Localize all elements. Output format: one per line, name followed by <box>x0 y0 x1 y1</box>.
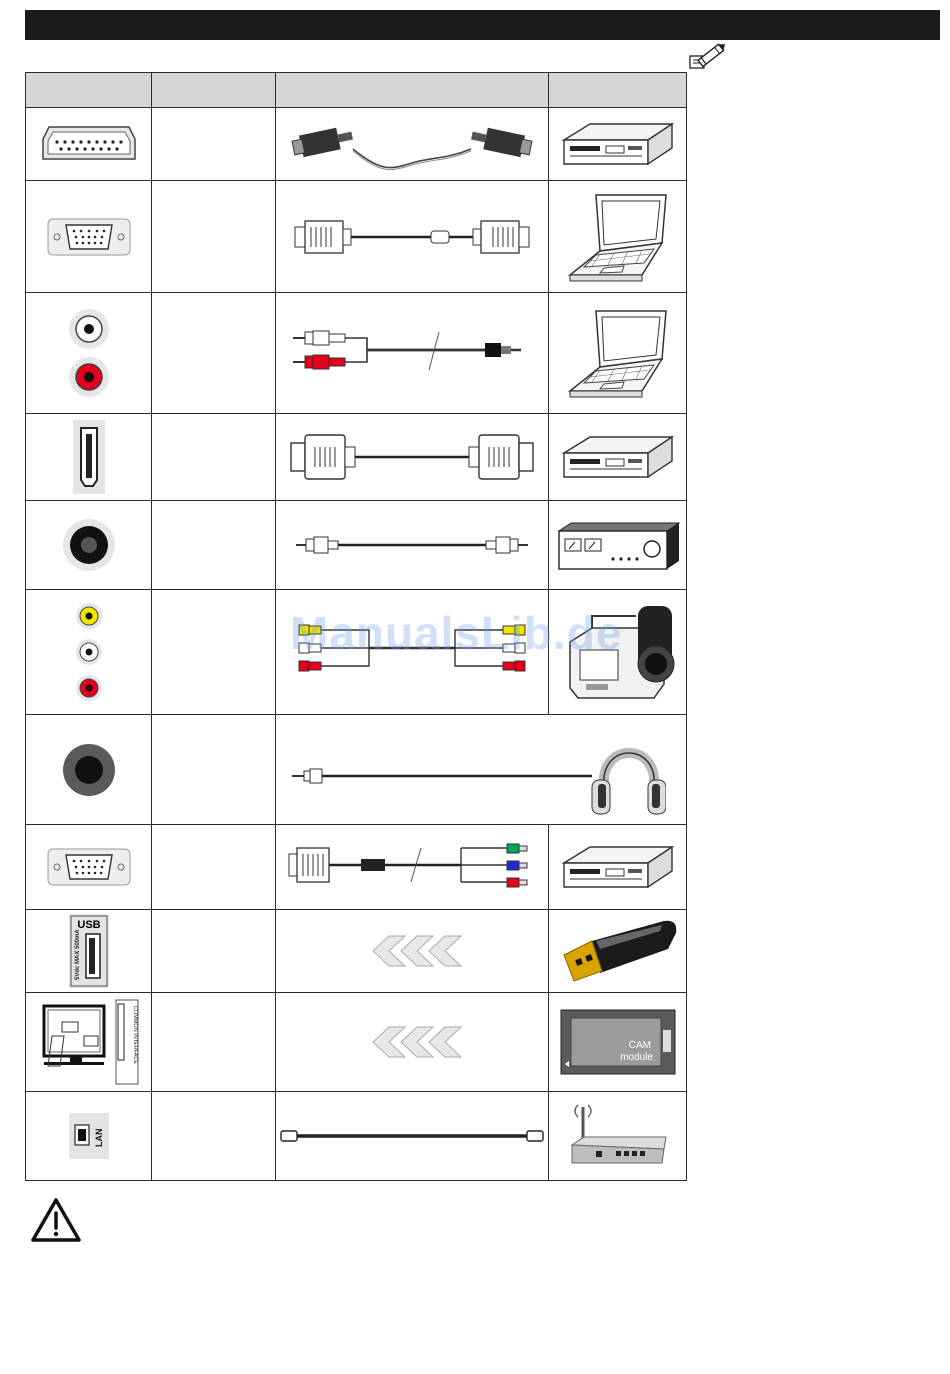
laptop-icon <box>566 191 670 283</box>
device-cell <box>549 590 687 715</box>
table-row-scart <box>26 108 687 181</box>
header-bar <box>25 10 940 40</box>
cable-cell <box>276 293 549 414</box>
coaxial-port-icon <box>61 517 117 573</box>
device-cell <box>549 501 687 590</box>
table-row-hdmi <box>26 414 687 501</box>
type-cell <box>152 293 276 414</box>
cable-cell <box>276 181 549 293</box>
ypbpr-cable-icon <box>285 842 539 892</box>
ethernet-cable-icon <box>279 1128 545 1144</box>
usb-port-side-label: 5Vdc MAX 500mA <box>74 929 81 980</box>
table-row-headphone <box>26 715 687 825</box>
connector-cell <box>26 414 152 501</box>
rca-audio-port-icon <box>59 305 119 401</box>
type-cell <box>152 910 276 993</box>
cable-cell <box>276 1092 549 1181</box>
connector-cell <box>26 715 152 825</box>
lan-port-icon <box>69 1113 109 1159</box>
type-cell <box>152 590 276 715</box>
pencil-note-icon <box>688 42 728 72</box>
type-cell <box>152 108 276 181</box>
scart-port-icon <box>41 123 137 165</box>
cable-cell <box>276 993 549 1092</box>
insert-arrows-icon <box>359 934 465 968</box>
connector-cell <box>26 181 152 293</box>
table-row-usb <box>26 910 687 993</box>
dvd-recorder-icon <box>560 431 676 483</box>
headphone-cable-icon <box>286 722 666 818</box>
device-cell <box>549 1092 687 1181</box>
insert-arrows-icon <box>359 1025 465 1059</box>
amplifier-icon <box>555 519 681 571</box>
column-header-cable <box>276 73 549 108</box>
dvd-recorder-icon <box>560 841 676 893</box>
vga-cable-icon <box>289 215 535 259</box>
device-cell <box>549 825 687 910</box>
table-row-ci <box>26 993 687 1092</box>
ci-side-label: COMMON INTERFACE <box>131 1006 138 1065</box>
device-cell <box>549 414 687 501</box>
table-row-ypbpr <box>26 825 687 910</box>
type-cell <box>152 993 276 1092</box>
cable-cell <box>276 715 687 825</box>
table-row-vga <box>26 181 687 293</box>
cable-cell <box>276 590 549 715</box>
device-cell <box>549 910 687 993</box>
table-row-lan <box>26 1092 687 1181</box>
cam-label-line2: module <box>619 1052 653 1063</box>
camcorder-icon <box>556 598 680 706</box>
column-header-connector <box>26 73 152 108</box>
type-cell <box>152 414 276 501</box>
av-cable-icon <box>289 622 535 682</box>
connector-cell <box>26 590 152 715</box>
device-cell <box>549 993 687 1092</box>
scart-cable-icon <box>287 111 537 177</box>
vga-port-icon <box>46 847 132 887</box>
connector-cell <box>26 825 152 910</box>
usb-port-icon <box>69 914 109 988</box>
dvd-recorder-icon <box>560 118 676 170</box>
cam-label-line1: CAM <box>628 1040 651 1051</box>
headphones-icon <box>592 753 666 814</box>
column-header-type <box>152 73 276 108</box>
headphone-jack-icon <box>61 742 117 798</box>
connector-cell <box>26 1092 152 1181</box>
audio-rca-to-jack-cable-icon <box>289 328 535 378</box>
connector-cell <box>26 293 152 414</box>
hdmi-port-icon <box>73 420 105 494</box>
cable-cell <box>276 910 549 993</box>
vga-port-icon <box>46 217 132 257</box>
watermark: ManualsLib.de <box>290 607 623 659</box>
cable-cell <box>276 501 549 590</box>
cable-cell <box>276 825 549 910</box>
usb-stick-icon <box>556 919 680 983</box>
table-header-row <box>26 73 687 108</box>
coaxial-cable-icon <box>292 533 532 557</box>
tv-ci-slot-icon <box>34 996 144 1088</box>
type-cell <box>152 181 276 293</box>
usb-port-label: USB <box>76 919 101 931</box>
cam-module-icon <box>559 1008 677 1076</box>
column-header-device <box>549 73 687 108</box>
connection-table <box>25 72 687 1181</box>
connector-cell <box>26 108 152 181</box>
lan-port-label: LAN <box>93 1128 104 1147</box>
device-cell <box>549 181 687 293</box>
table-row-pc-audio <box>26 293 687 414</box>
connector-cell <box>26 501 152 590</box>
router-icon <box>566 1101 670 1171</box>
connector-cell <box>26 910 152 993</box>
connector-cell <box>26 993 152 1092</box>
device-cell <box>549 108 687 181</box>
laptop-icon <box>566 307 670 399</box>
type-cell <box>152 715 276 825</box>
table-row-spdif <box>26 501 687 590</box>
av-ports-icon <box>69 600 109 704</box>
type-cell <box>152 1092 276 1181</box>
warning-triangle-icon <box>30 1196 82 1244</box>
table-row-side-av <box>26 590 687 715</box>
cable-cell <box>276 108 549 181</box>
cable-cell <box>276 414 549 501</box>
type-cell <box>152 501 276 590</box>
device-cell <box>549 293 687 414</box>
hdmi-cable-icon <box>287 429 537 485</box>
type-cell <box>152 825 276 910</box>
